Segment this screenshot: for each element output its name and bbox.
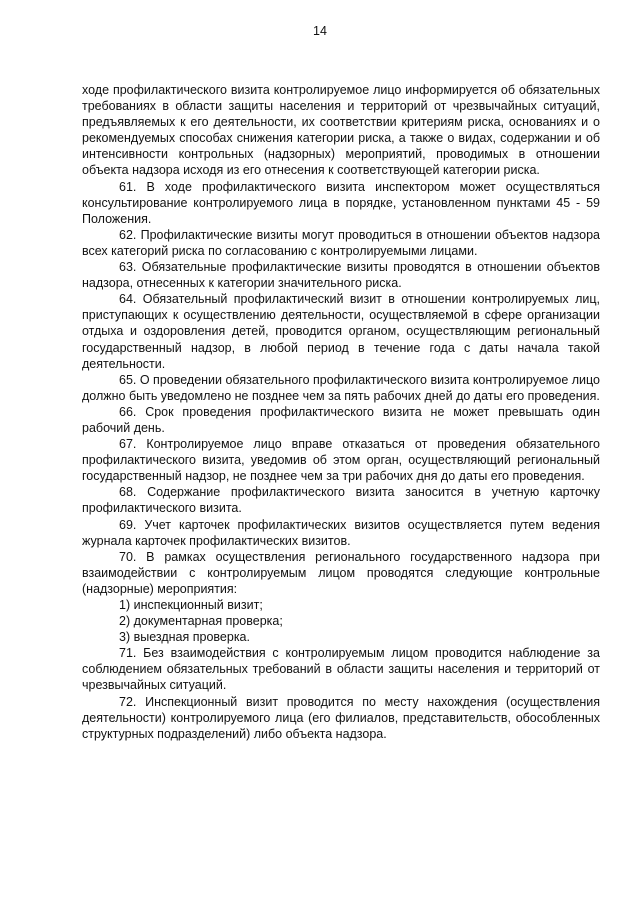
page-number: 14	[313, 24, 327, 38]
paragraph-61: 61. В ходе профилактического визита инспектором может осуществляться консультирование контролируемого лица в порядке, установленном пунктами 45 - 59 Положения.	[82, 179, 600, 226]
paragraph-68: 68. Содержание профилактического визита заносится в учетную карточку профилактического визита.	[82, 485, 600, 516]
list-item: 1) инспекционный визит;	[119, 598, 263, 612]
paragraph-64: 64. Обязательный профилактический визит в отношении контролируемых лиц, приступающих к осуществлению деятельности, осуществляемой в сфере организации отдыха и оздоровления детей, проводится органом, осуществляющим региональный государственный надзор, в любой период в течение года с даты начала такой деятельности.	[82, 292, 600, 371]
list-item: 3) выездная проверка.	[119, 630, 250, 645]
paragraph-65: 65. О проведении обязательного профилактического визита контролируемое лицо должно быть уведомлено не позднее чем за пять рабочих дней до даты его проведения.	[82, 372, 601, 403]
paragraph-72: 72. Инспекционный визит проводится по месту нахождения (осуществления деятельности) контролируемого лица (его филиалов, представительств, обособленных структурных подразделений) либо объекта надзора.	[82, 694, 600, 741]
paragraph-71: 71. Без взаимодействия с контролируемым лицом проводится наблюдение за соблюдением обязательных требований в области защиты населения и территорий от чрезвычайных ситуаций.	[82, 646, 600, 693]
paragraph-69: 69. Учет карточек профилактических визитов осуществляется путем ведения журнала карточек профилактических визитов.	[82, 517, 600, 548]
paragraph-70: 70. В рамках осуществления регионального государственного надзора при взаимодействии с контролируемым лицом проводятся следующие контрольные (надзорные) мероприятия:	[82, 549, 600, 596]
paragraph-66: 66. Срок проведения профилактического визита не может превышать один рабочий день.	[82, 404, 600, 435]
document-body	[82, 82, 600, 742]
paragraph-continuation: ходе профилактического визита контролируемое лицо информируется об обязательных требованиях в области защиты населения и территорий от чрезвычайных ситуаций, предъявляемых к его деятельности, их соответствии критериям риска, основаниях и о рекомендуемых способах снижения категории риска, а также о видах, содержании и об интенсивности контрольных (надзорных) мероприятий, проводимых в отношении объекта надзора исходя из его отнесения к соответствующей категории риска.	[82, 83, 600, 178]
list-item: 2) документарная проверка;	[119, 614, 283, 629]
paragraph-67: 67. Контролируемое лицо вправе отказаться от проведения обязательного профилактического визита, уведомив об этом орган, осуществляющий региональный государственный надзор, не позднее чем за три рабочих дня до даты его проведения.	[82, 437, 600, 484]
paragraph-62: 62. Профилактические визиты могут проводиться в отношении объектов надзора всех категорий риска по согласованию с контролируемыми лицами.	[82, 227, 600, 258]
paragraph-63: 63. Обязательные профилактические визиты проводятся в отношении объектов надзора, отнесенных к категории значительного риска.	[82, 260, 600, 291]
